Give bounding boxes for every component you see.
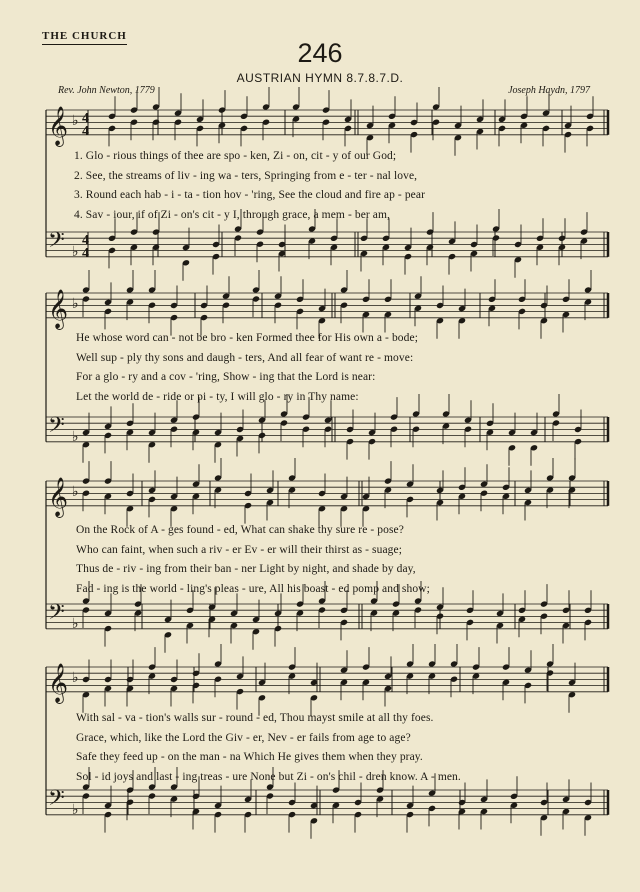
bass-clef: 𝄢 [48,786,65,816]
lyric-line: 3. Round each hab - i - ta - tion hov - 'ring, See the cloud and fire ap - pear [74,189,426,201]
time-signature-bottom: 4 [82,246,89,261]
lyric-line: Thus de - riv - ing from their ban - ner Light by night, and shade by day, [76,563,416,575]
treble-clef: 𝄞 [48,477,69,517]
flat-key-signature: ♭ [72,429,79,445]
lyric-line: He whose word can - not be bro - ken Formed thee for His own a - bode; [76,332,419,344]
lyric-line: Safe they feed up - on the man - na Which He gives them when they pray. [76,751,423,763]
lyric-line: For a glo - ry and a cov - 'ring, Show - ing that the Lord is near: [76,371,376,383]
lyric-line: 2. See, the streams of liv - ing wa - ters, Springing from e - ter - nal love, [74,169,418,182]
treble-clef: 𝄞 [48,663,69,703]
bass-clef: 𝄢 [48,228,65,258]
lyric-line: 4. Sav - iour, if of Zi - on's cit - y I, through grace, a mem - ber am, [74,208,391,221]
hymn-number: 246 [297,38,343,68]
lyric-line: With sal - va - tion's walls sur - round - ed, Thou mayst smile at all thy foes. [76,712,434,724]
composer-credit: Joseph Haydn, 1797 [508,85,590,96]
flat-key-signature: ♭ [72,670,79,686]
lyric-line: Who can faint, when such a riv - er Ev - er will their thirst as - suage; [76,543,402,556]
lyric-line: 1. Glo - rious things of thee are spo - ken, Zi - on, cit - y of our God; [74,150,397,162]
treble-clef: 𝄞 [48,106,69,146]
flat-key-signature: ♭ [72,484,79,500]
treble-clef: 𝄞 [48,289,69,329]
bass-clef: 𝄢 [48,413,65,443]
lyric-line: Let the world de - ride or pi - ty, I will glo - ry in Thy name: [76,390,359,403]
flat-key-signature: ♭ [72,616,79,632]
bass-clef: 𝄢 [48,600,65,630]
section-heading: THE CHURCH [42,30,127,42]
lyric-line: Grace, which, like the Lord the Giv - er, Nev - er fails from age to age? [76,731,411,744]
lyric-line: Well sup - ply thy sons and daugh - ters, And all fear of want re - move: [76,351,414,364]
lyric-line: Fad - ing is the world - ling's pleas - ure, All his boast - ed pomp and show; [76,582,430,595]
lyric-line: Sol - id joys and last - ing treas - ure None but Zi - on's chil - dren know. A - men. [76,770,461,783]
time-signature-bottom: 4 [82,124,89,139]
time-signature-top: 4 [82,233,89,248]
tune-name: AUSTRIAN HYMN 8.7.8.7.D. [236,71,404,85]
flat-key-signature: ♭ [72,244,79,260]
lyricist-credit: Rev. John Newton, 1779 [58,85,155,96]
flat-key-signature: ♭ [72,296,79,312]
time-signature-top: 4 [82,111,89,126]
lyric-line: On the Rock of A - ges found - ed, What can shake thy sure re - pose? [76,524,404,536]
flat-key-signature: ♭ [72,113,79,129]
flat-key-signature: ♭ [72,802,79,818]
